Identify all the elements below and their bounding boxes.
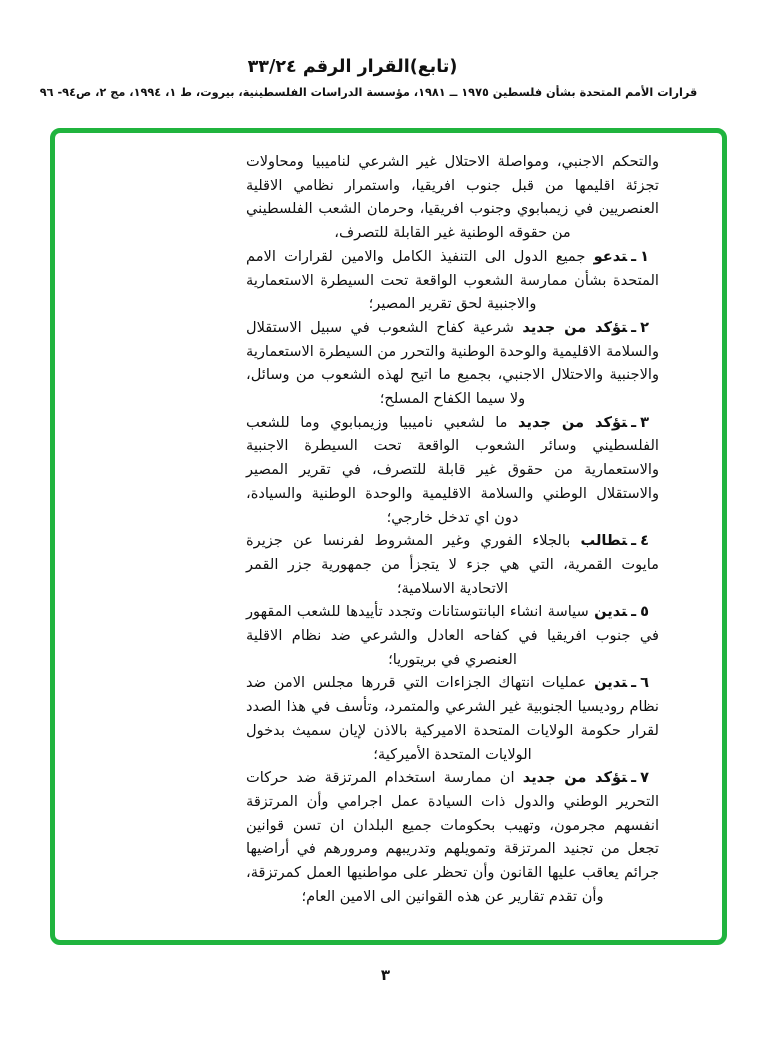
clause-7-text: ان ممارسة استخدام المرتزقة ضد حركات التحرير الوطني والدول ذات السيادة عمل اجرامي وأن المرتزقة انفسهم مجرمون، وتهيب بحكومات جميع البلدان ان تسن قوانين تجعل من تجنيد المرتزقة وتمويلهم وتدريبهم ومرورهم في أراضيها جرائم يعاقب عليها القانون وأن تحظر على مواطنيها العمل كمرتزقة، وأن تقدم تقارير عن هذه القوانين الى الامين العام؛ [246, 769, 659, 905]
clause-dash: ـ [631, 674, 637, 692]
clause-3-lead: ٣ـتؤكد من جديد [518, 413, 649, 431]
clause-3-text: ما لشعبي ناميبيا وزيمبابوي وما للشعب الفلسطيني وسائر الشعوب الواقعة تحت السيطرة الاجنبية والاستعمارية من حقوق غير قابلة للتصرف، في تقرير المصير والاستقلال الوطني والسلامة الاقليمية والوحدة الوطنية والسيادة، دون اي تدخل خارجي؛ [246, 413, 659, 526]
clause-2-text: شرعية كفاح الشعوب في سبيل الاستقلال والسلامة الاقليمية والوحدة الوطنية والتحرر من السيطرة الاستعمارية والاجنبية والاحتلال الاجنبي، بجميع ما اتيح لهذه الشعوب من وسائل، ولا سيما الكفاح المسلح؛ [246, 318, 659, 408]
clause-3 [246, 411, 659, 530]
clause-1-text: جميع الدول الى التنفيذ الكامل والامين لقرارات الامم المتحدة بشأن ممارسة الشعوب الواقعة تحت السيطرة الاستعمارية والاجنبية لحق تقرير المصير؛ [246, 247, 659, 313]
resolution-title: (تابع)القرار الرقم ٣٣/٢٤ [247, 57, 458, 77]
intro-paragraph: والتحكم الاجنبي، ومواصلة الاحتلال غير الشرعي لناميبيا ومحاولات تجزئة اقليمها من قبل جنوب افريقيا، واستمرار نظامي الاقلية العنصريين في زيمبابوي وجنوب افريقيا، وحرمان الشعب الفلسطيني من حقوقه الوطنية غير القابلة للتصرف، [246, 153, 659, 242]
clause-dash: ـ [631, 769, 637, 787]
clause-2 [246, 316, 659, 411]
clause-dash: ـ [631, 603, 637, 621]
clause-dash: ـ [631, 318, 637, 336]
clause-7-lead: ٧ـتؤكد من جديد [522, 769, 650, 787]
clause-4-text: بالجلاء الفوري وغير المشروط لفرنسا عن جزيرة مايوت القمرية، التي هي جزء لا يتجزأ من جمهورية جزر القمر الاتحادية الاسلامية؛ [246, 532, 659, 597]
clause-dash: ـ [631, 413, 637, 431]
source-citation: قرارات الأمم المتحدة بشأن فلسطين ١٩٧٥ ــ ١٩٨١، مؤسسة الدراسات الفلسطينية، بيروت، ط ١، ١٩٩٤، مج ٢، ص٩٤- ٩٦ [39, 86, 698, 99]
clause-dash: ـ [631, 532, 637, 550]
resolution-text [246, 150, 659, 909]
clause-5-lead: ٥ـتدين [594, 603, 649, 621]
page-number: ٣ [380, 966, 391, 984]
clause-dash: ـ [631, 247, 637, 265]
clause-2-lead: ٢ـتؤكد من جديد [522, 318, 649, 336]
clause-1 [246, 245, 659, 316]
clause-6 [246, 671, 659, 766]
clause-5 [246, 600, 659, 671]
clause-4-lead: ٤ـتطالب [580, 532, 650, 550]
clause-1-lead: ١ـتدعو [593, 247, 650, 265]
clause-5-text: سياسة انشاء البانتوستانات وتجدد تأييدها للشعب المقهور في جنوب افريقيا في كفاحه العادل والشرعي ضد نظام الاقلية العنصري في بريتوريا؛ [246, 603, 659, 668]
clause-7 [246, 766, 659, 908]
clause-6-lead: ٦ـتدين [594, 674, 650, 692]
clause-4 [246, 529, 659, 600]
clause-6-text: عمليات انتهاك الجزاءات التي قررها مجلس الامن ضد نظام روديسيا الجنوبية غير الشرعي والمتمرد، وتأسف في هذا الصدد لقرار حكومة الولايات المتحدة الاميركية بالاذن لإيان سميث بدخول الولايات المتحدة الأميركية؛ [246, 674, 659, 763]
document-header [0, 57, 771, 99]
